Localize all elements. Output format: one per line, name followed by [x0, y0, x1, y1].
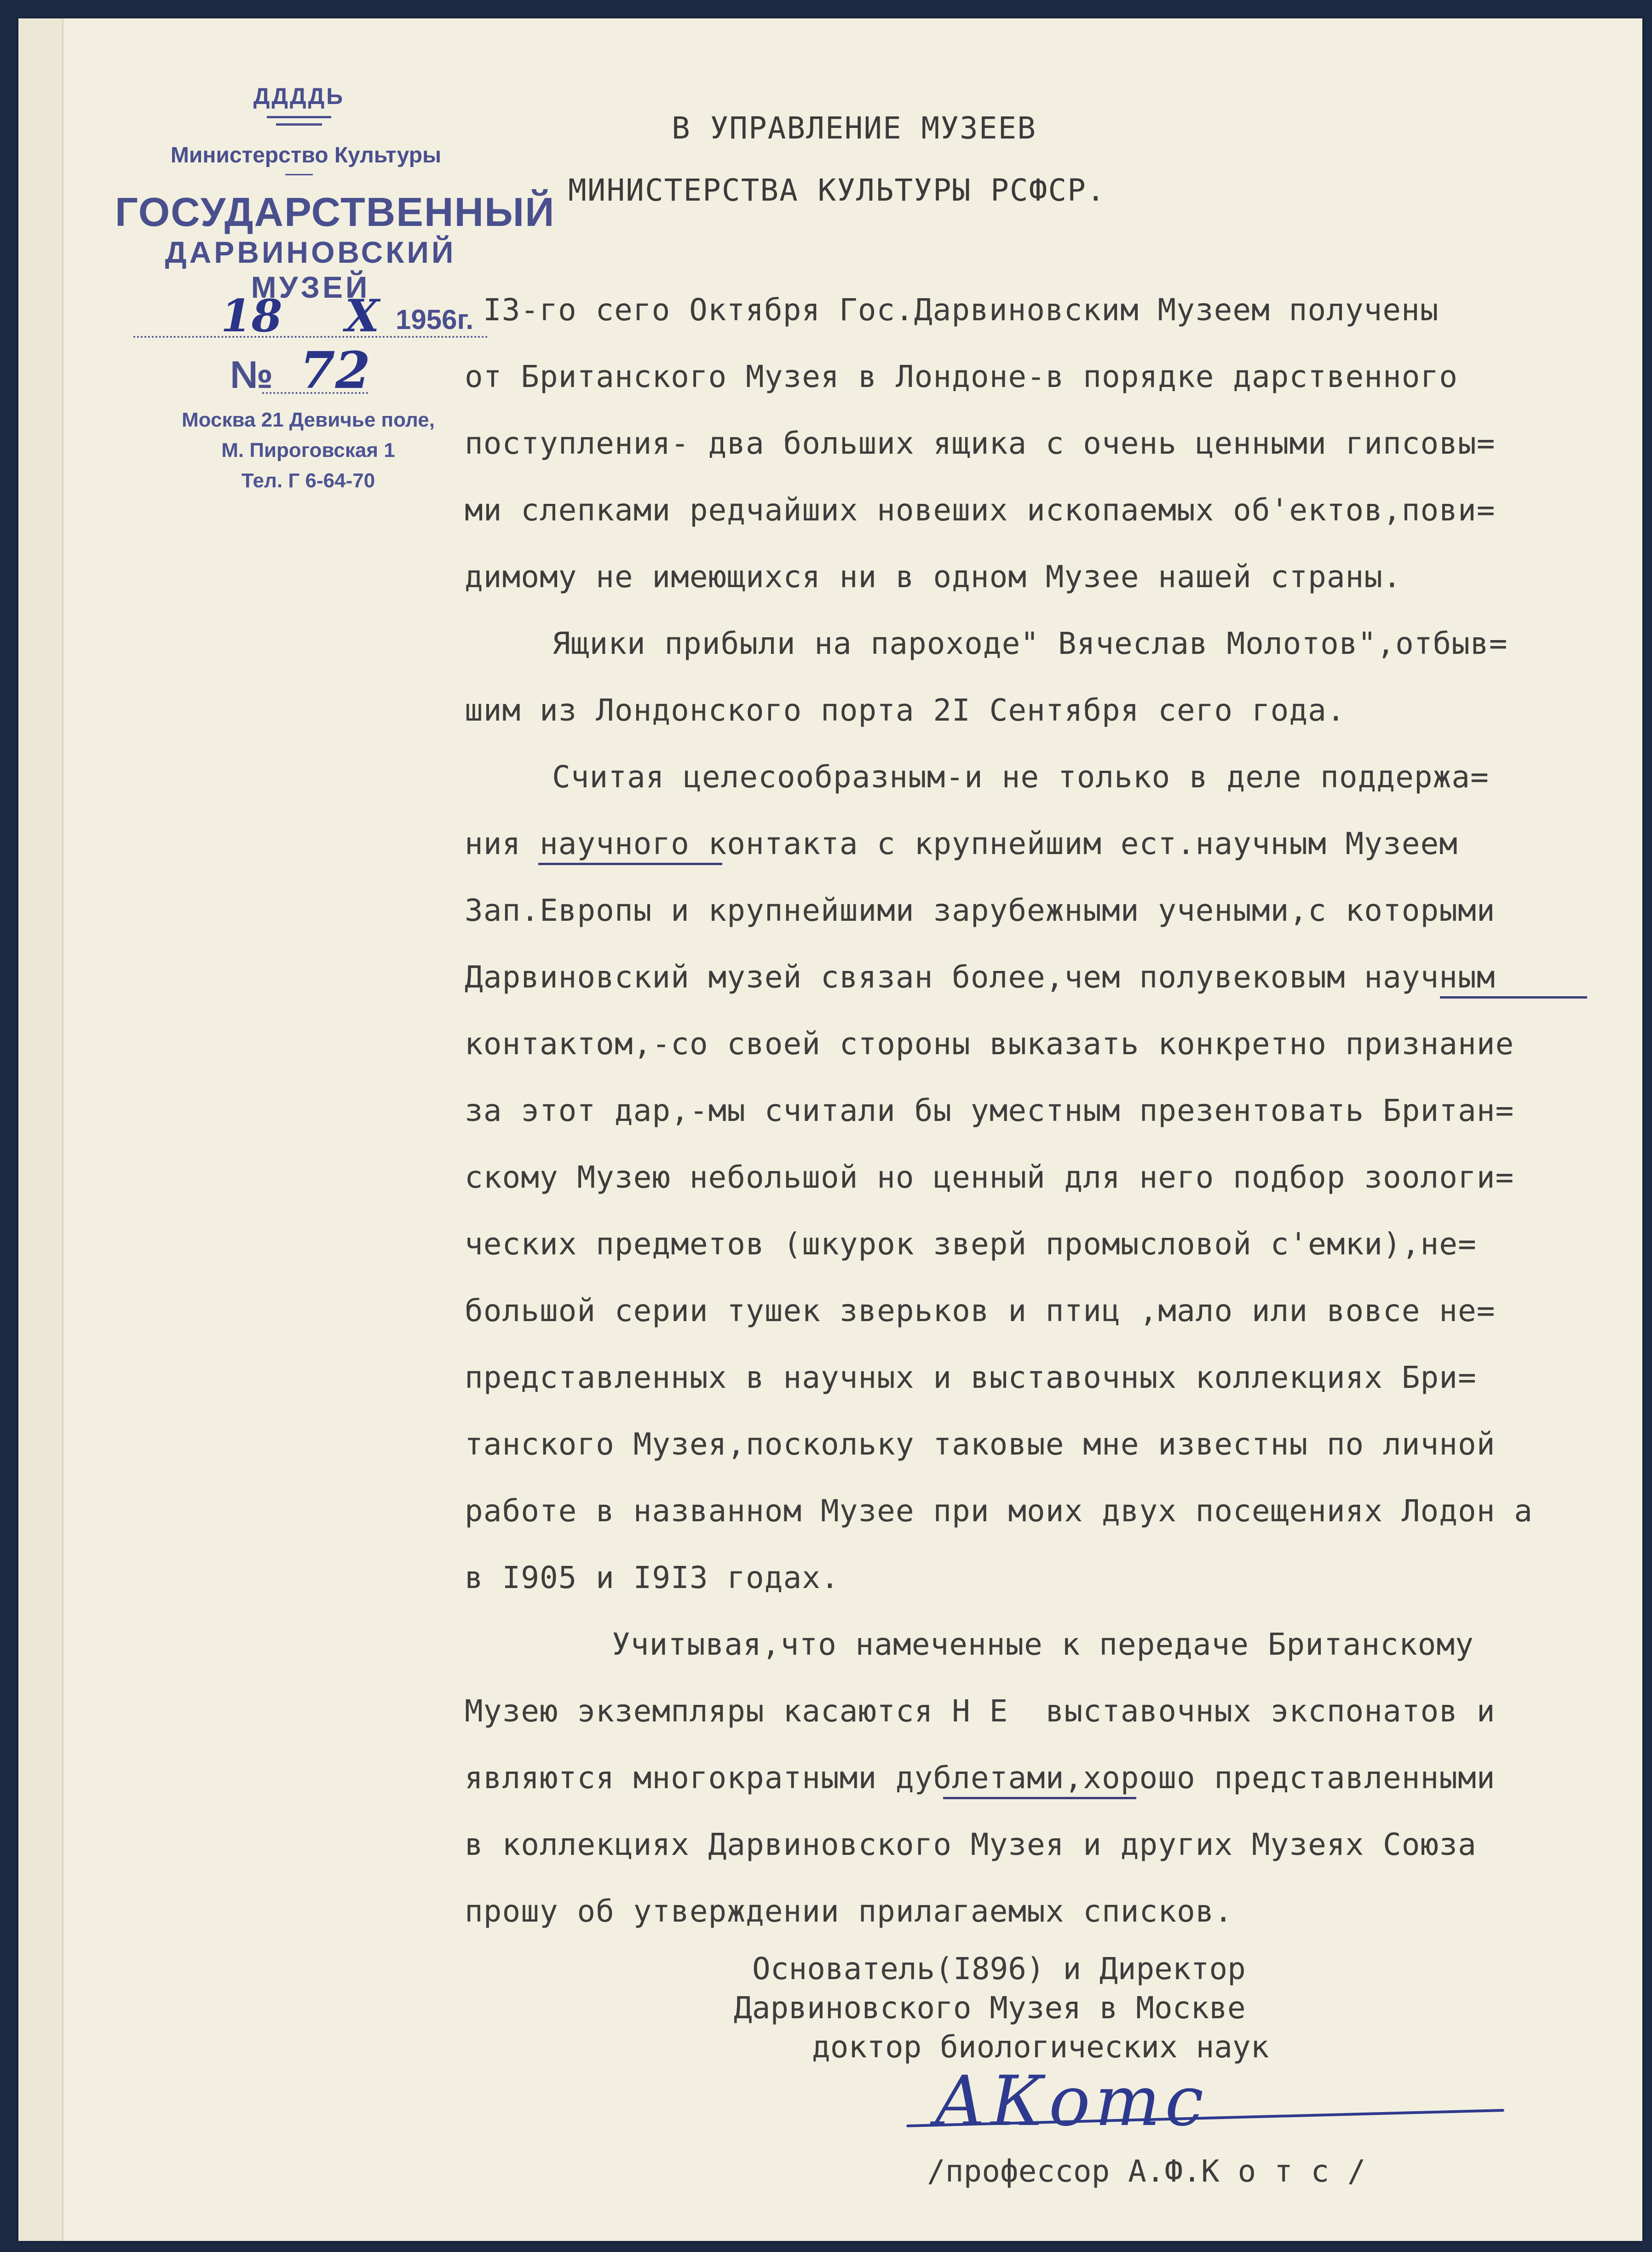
body-line: ческих предметов (шкурок зверй промысловой с'емки),не= [465, 1226, 1477, 1262]
stamp-institution: ГОСУДАРСТВЕННЫЙ [115, 189, 555, 235]
date-day: 18 [221, 290, 282, 342]
body-line: в I905 и I9I3 годах. [465, 1560, 840, 1595]
body-line: контактом,-со своей стороны выказать конкретно признание [465, 1026, 1514, 1062]
underline-mark [538, 863, 722, 865]
body-line: работе в названном Музее при моих двух посещениях Лодон а [465, 1493, 1533, 1529]
stamp-date [115, 290, 501, 342]
body-line: Учитывая,что намеченные к передаче Британскому [612, 1627, 1474, 1662]
address-line-1: Москва 21 Девичье поле, [182, 409, 435, 431]
body-line: поступления- два больших ящика с очень ценными гипсовы= [465, 426, 1496, 461]
underline-mark [1440, 996, 1587, 999]
body-line: димому не имеющихся ни в одном Музее нашей страны. [465, 559, 1402, 595]
heading-line-1: В УПРАВЛЕНИЕ МУЗЕЕВ [672, 110, 1036, 146]
signatory-name: /профессор А.Ф.К о т с / [927, 2154, 1366, 2189]
body-line: от Британского Музея в Лондоне-в порядке дарственного [465, 359, 1458, 394]
body-line: большой серии тушек зверьков и птиц ,мало или вовсе не= [465, 1293, 1496, 1328]
signature-title-2: Дарвиновского Музея в Москве [734, 1990, 1246, 2026]
body-line: являются многократными дублетами,хорошо представленными [465, 1760, 1496, 1796]
stamp-museum-name: ДАРВИНОВСКИЙ МУЗЕЙ [165, 235, 456, 304]
body-line: шим из Лондонского порта 2I Сентября сего года. [465, 693, 1346, 728]
stamp-ministry: Министерство Культуры [170, 143, 442, 167]
body-line: Зап.Европы и крупнейшими зарубежными учеными,с которыми [465, 893, 1496, 928]
body-line: скому Музею небольшой но ценный для него подбор зоологи= [465, 1160, 1514, 1195]
signature-title-1: Основатель(I896) и Директор [752, 1951, 1246, 1986]
underline-mark [943, 1797, 1136, 1799]
handwritten-signature: АКотс [934, 2061, 1209, 2142]
body-line: I3-го сего Октября Гос.Дарвиновским Музеем получены [483, 292, 1439, 328]
stamp-rule [276, 123, 322, 126]
stamp-address [133, 405, 483, 496]
body-line: танского Музея,поскольку таковые мне известны по личной [465, 1426, 1496, 1462]
body-line: прошу об утверждении прилагаемых списков. [465, 1894, 1233, 1929]
body-line: в коллекциях Дарвиновского Музея и других Музеях Союза [465, 1827, 1477, 1862]
stamp-date-line [133, 336, 488, 338]
body-line: Ящики прибыли на пароходе" Вячеслав Молотов",отбыв= [552, 626, 1508, 661]
signature-title-3: доктор биологических наук [812, 2029, 1269, 2065]
body-line: Считая целесообразным-и не только в деле поддержа= [552, 759, 1489, 795]
number-value: 72 [299, 341, 371, 400]
heading-line-2: МИНИСТЕРСТВА КУЛЬТУРЫ РСФСР. [568, 173, 1106, 208]
address-line-3: Тел. Г 6-64-70 [241, 469, 375, 492]
number-line [262, 392, 368, 394]
number-sign: № [230, 353, 273, 396]
body-line: Дарвиновский музей связан более,чем полувековым научным [465, 959, 1496, 995]
stamp-rule [267, 116, 331, 118]
date-month: X [345, 290, 380, 342]
body-line: представленных в научных и выставочных коллекциях Бри= [465, 1360, 1477, 1395]
document-sheet [18, 18, 1642, 2241]
body-line: Музею экземпляры касаются Н Е выставочных экспонатов и [465, 1693, 1496, 1729]
body-line: ния научного контакта с крупнейшим ест.научным Музеем [465, 826, 1458, 861]
date-year: 1956г. [396, 304, 474, 335]
body-line: ми слепками редчайших новеших ископаемых об'ектов,пови= [465, 492, 1496, 528]
body-line: за этот дар,-мы считали бы уместным презентовать Британ= [465, 1093, 1514, 1128]
stamp-rule [285, 174, 313, 175]
stamp-emblem: ДДДДЬ [253, 83, 345, 109]
address-line-2: М. Пироговская 1 [221, 439, 395, 462]
stamp-number [230, 341, 414, 400]
